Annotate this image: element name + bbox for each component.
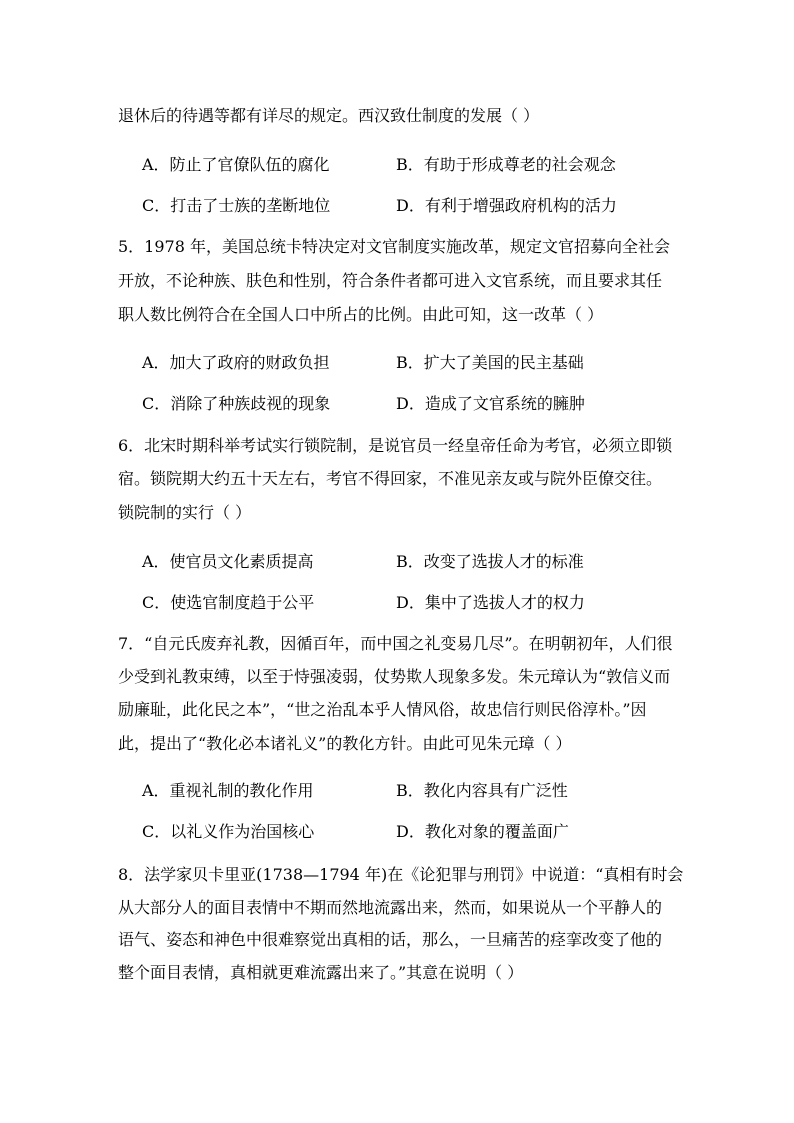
q5-option-d[interactable]: D．造成了文官系统的臃肿 xyxy=(396,394,585,413)
q7-option-d[interactable]: D．教化对象的覆盖面广 xyxy=(396,822,569,841)
q6-option-d[interactable]: D．集中了选拔人才的权力 xyxy=(396,593,585,612)
q8-stem-line-1: 8．法学家贝卡里亚(1738—1794 年)在《论犯罪与刑罚》中说道：“真相有时会 xyxy=(118,865,684,884)
q5-stem-line-3: 职人数比例符合在全国人口中所占的比例。由此可知，这一改革（ ） xyxy=(118,305,604,324)
q4-option-b[interactable]: B．有助于形成尊老的社会观念 xyxy=(396,155,616,174)
q7-stem-line-1: 7．“自元氏废弃礼教，因循百年，而中国之礼变易几尽”。在明朝初年，人们很 xyxy=(118,634,673,653)
q6-option-b[interactable]: B．改变了选拔人才的标准 xyxy=(396,552,584,571)
q5-stem-line-1: 5．1978 年，美国总统卡特决定对文官制度实施改革，规定文官招募向全社会 xyxy=(118,237,670,256)
q7-stem-line-4: 此，提出了“教化必本诸礼义”的教化方针。由此可见朱元璋（ ） xyxy=(118,734,572,753)
q4-option-d[interactable]: D．有利于增强政府机构的活力 xyxy=(396,196,617,215)
q6-option-a[interactable]: A．使官员文化素质提高 xyxy=(142,552,314,571)
q6-option-c[interactable]: C．使选官制度趋于公平 xyxy=(142,593,315,612)
q7-stem-line-2: 少受到礼教束缚，以至于恃强凌弱，仗势欺人现象多发。朱元璋认为“敦信义而 xyxy=(118,667,671,686)
q5-option-b[interactable]: B．扩大了美国的民主基础 xyxy=(396,353,584,372)
q7-option-a[interactable]: A．重视礼制的教化作用 xyxy=(142,781,314,800)
q8-stem-line-4: 整个面目表情，真相就更难流露出来了。”其意在说明（ ） xyxy=(118,963,524,982)
q4-option-a[interactable]: A．防止了官僚队伍的腐化 xyxy=(142,155,330,174)
q5-stem-line-2: 开放，不论种族、肤色和性别，符合条件者都可进入文官系统，而且要求其任 xyxy=(118,271,663,290)
q8-stem-line-2: 从大部分人的面目表情中不期而然地流露出来，然而，如果说从一个平静人的 xyxy=(118,898,663,917)
q4-option-c[interactable]: C．打击了士族的垄断地位 xyxy=(142,196,331,215)
q7-option-c[interactable]: C．以礼义作为治国核心 xyxy=(142,822,315,841)
q6-stem-line-1: 6．北宋时期科举考试实行锁院制，是说官员一经皇帝任命为考官，必须立即锁 xyxy=(118,436,673,455)
q7-stem-line-3: 励廉耻，此化民之本”，“世之治乱本乎人情风俗，故忠信行则民俗淳朴。”因 xyxy=(118,700,647,719)
q5-option-c[interactable]: C．消除了种族歧视的现象 xyxy=(142,394,331,413)
q6-stem-line-2: 宿。锁院期大约五十天左右，考官不得回家，不准见亲友或与院外臣僚交往。 xyxy=(118,469,663,488)
q8-stem-line-3: 语气、姿态和神色中很难察觉出真相的话，那么，一旦痛苦的痉挛改变了他的 xyxy=(118,930,663,949)
q6-stem-line-3: 锁院制的实行（ ） xyxy=(118,503,252,522)
q5-option-a[interactable]: A．加大了政府的财政负担 xyxy=(142,353,330,372)
q7-option-b[interactable]: B．教化内容具有广泛性 xyxy=(396,781,568,800)
q4-stem-tail: 退休后的待遇等都有详尽的规定。西汉致仕制度的发展（ ） xyxy=(118,106,540,125)
